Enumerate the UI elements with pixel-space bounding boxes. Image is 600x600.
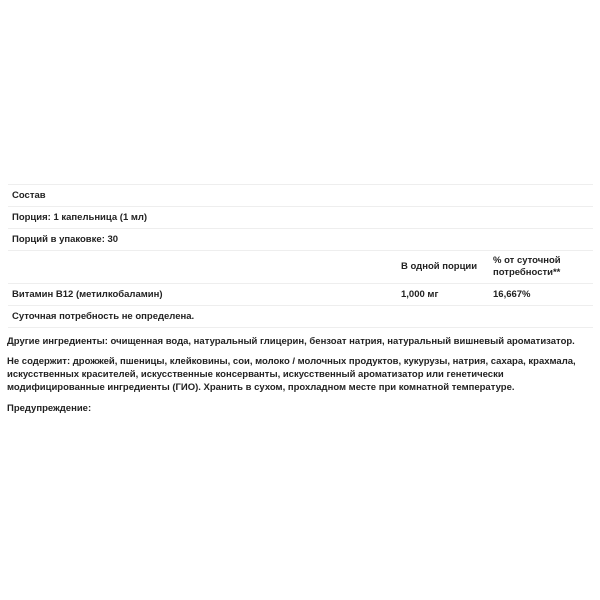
table-row-title <box>8 185 593 207</box>
free-of-text: Не содержит: дрожжей, пшеницы, клейковины, сои, молоко / молочных продуктов, кукурузы, натрия, сахара, крахмала, искусственных красителей, искусственные консерванты, искусственный ароматизатор или генетически модифицированные ингредиенты (ГИО). Хранить в сухом, прохладном месте при комнатной температуре. <box>7 356 576 393</box>
daily-value-footnote: Суточная потребность не определена. <box>8 306 593 328</box>
facts-title: Состав <box>8 185 593 207</box>
table-row-footnote <box>8 306 593 328</box>
nutrient-daily-value: 16,667% <box>489 284 593 306</box>
table-header-row <box>8 251 593 284</box>
other-ingredients-text: Другие ингредиенты: очищенная вода, натуральный глицерин, бензоат натрия, натуральный вишневый ароматизатор. <box>7 336 575 347</box>
servings-per-container: Порций в упаковке: 30 <box>8 229 593 251</box>
table-row-servings-per-container <box>8 229 593 251</box>
warning-heading: Предупреждение: <box>7 403 92 414</box>
header-col-name <box>8 251 397 284</box>
supplement-facts-table <box>8 184 593 328</box>
header-col-amount: В одной порции <box>397 251 489 284</box>
nutrient-amount: 1,000 мг <box>397 284 489 306</box>
table-row <box>8 284 593 306</box>
nutrient-name: Витамин B12 (метилкобаламин) <box>8 284 397 306</box>
header-col-daily-value: % от суточной потребности** <box>489 251 593 284</box>
table-row-serving-size <box>8 207 593 229</box>
serving-size: Порция: 1 капельница (1 мл) <box>8 207 593 229</box>
